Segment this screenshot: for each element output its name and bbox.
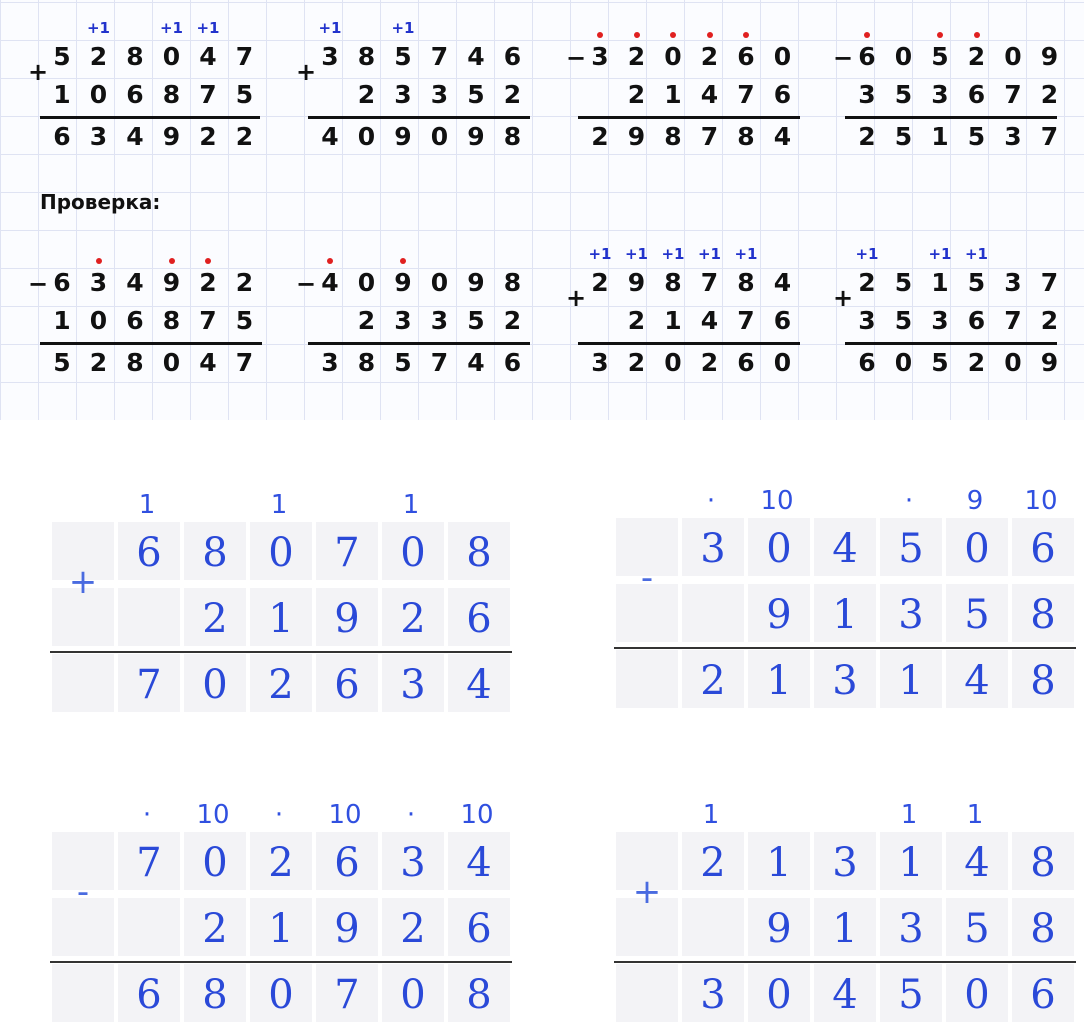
first-operand-digit: 3 — [1004, 268, 1022, 297]
first-operand-digit: 4 — [467, 42, 485, 71]
carry-hint: · — [274, 800, 284, 830]
first-operand-digit: 8 — [737, 268, 755, 297]
first-operand-digit: 2 — [591, 268, 609, 297]
first-operand-digit: 6 — [737, 42, 755, 71]
second-operand-digit: 7 — [199, 80, 217, 109]
second-operand-digit: 7 — [1004, 80, 1022, 109]
result-cell: 1 — [878, 648, 944, 710]
result-digit: 6 — [737, 348, 755, 377]
result-cell: 0 — [746, 962, 812, 1024]
result-cell: 4 — [812, 962, 878, 1024]
first-operand-cell: 4 — [944, 830, 1010, 892]
first-operand-cell: 3 — [380, 830, 446, 892]
second-operand-cell: 9 — [746, 896, 812, 958]
result-digit: 5 — [931, 348, 949, 377]
borrow-dot — [864, 32, 870, 38]
second-operand-cell — [116, 896, 182, 958]
minus-sign: - — [640, 558, 654, 598]
result-digit: 2 — [858, 122, 876, 151]
result-cell: 8 — [446, 962, 512, 1024]
first-operand-digit: 2 — [89, 42, 108, 71]
minus-sign: − — [566, 44, 587, 72]
second-operand-digit: 3 — [931, 80, 949, 109]
carry-mark: +1 — [159, 19, 183, 37]
result-digit: 4 — [773, 122, 792, 151]
result-digit: 5 — [394, 348, 412, 377]
first-operand-digit: 5 — [931, 42, 949, 71]
second-operand-cell: 9 — [314, 586, 380, 648]
plus-sign: + — [296, 58, 317, 86]
carry-hint: 10 — [1024, 486, 1058, 516]
second-operand-cell: 5 — [944, 896, 1010, 958]
result-digit: 7 — [430, 348, 449, 377]
second-operand-cell: 2 — [380, 586, 446, 648]
second-operand-digit: 5 — [894, 306, 913, 335]
first-operand-cell: 7 — [314, 520, 380, 582]
first-operand-digit: 0 — [773, 42, 792, 71]
carry-hint: 1 — [702, 800, 720, 830]
grid-paper-panel — [0, 0, 1084, 420]
first-operand-cell: 1 — [878, 830, 944, 892]
borrow-dot — [327, 258, 333, 264]
first-operand-digit: 7 — [700, 268, 719, 297]
result-digit: 4 — [467, 348, 485, 377]
borrow-dot — [634, 32, 640, 38]
second-operand-cell — [116, 586, 182, 648]
second-operand-cell: 1 — [248, 586, 314, 648]
result-line — [845, 342, 1057, 345]
first-operand-digit: 3 — [591, 42, 609, 71]
result-line — [50, 961, 512, 963]
second-operand-digit: 0 — [89, 80, 108, 109]
first-operand-digit: 0 — [162, 42, 181, 71]
second-operand-cell: 3 — [878, 896, 944, 958]
second-operand-digit: 7 — [737, 306, 755, 335]
result-digit: 1 — [931, 122, 949, 151]
second-operand-cell — [680, 582, 746, 644]
second-operand-cell: 6 — [446, 586, 512, 648]
result-line — [308, 342, 530, 345]
second-operand-digit: 2 — [627, 306, 646, 335]
result-digit: 9 — [467, 122, 485, 151]
carry-hint: 10 — [460, 800, 494, 830]
result-digit: 3 — [321, 348, 339, 377]
second-operand-digit: 3 — [931, 306, 949, 335]
result-cell: 0 — [944, 962, 1010, 1024]
first-operand-digit: 1 — [931, 268, 949, 297]
minus-sign: − — [833, 44, 854, 72]
result-digit: 5 — [967, 122, 986, 151]
result-cell: 4 — [446, 652, 512, 714]
carry-mark: +1 — [661, 245, 685, 263]
second-operand-cell: 1 — [812, 582, 878, 644]
result-cell: 8 — [1010, 648, 1076, 710]
empty-cell — [50, 962, 116, 1024]
first-operand-cell: 6 — [116, 520, 182, 582]
result-cell: 7 — [116, 652, 182, 714]
carry-hint: 10 — [760, 486, 794, 516]
second-operand-digit: 4 — [700, 306, 719, 335]
first-operand-digit: 9 — [627, 268, 646, 297]
empty-cell — [614, 648, 680, 710]
result-digit: 6 — [53, 122, 71, 151]
second-operand-digit: 6 — [773, 306, 792, 335]
second-operand-digit: 5 — [467, 80, 485, 109]
result-cell: 3 — [380, 652, 446, 714]
first-operand-digit: 4 — [773, 268, 792, 297]
second-operand-cell: 9 — [314, 896, 380, 958]
carry-hint: 1 — [270, 490, 288, 520]
second-operand-digit: 2 — [1040, 306, 1059, 335]
first-operand-digit: 9 — [162, 268, 181, 297]
minus-sign: − — [296, 270, 317, 298]
minus-sign: − — [28, 270, 49, 298]
result-digit: 2 — [967, 348, 986, 377]
second-operand-digit: 8 — [162, 306, 181, 335]
check-label: Проверка: — [40, 190, 161, 214]
result-cell: 2 — [680, 648, 746, 710]
carry-mark: +1 — [588, 245, 612, 263]
carry-mark: +1 — [928, 245, 952, 263]
result-digit: 0 — [162, 348, 181, 377]
result-digit: 2 — [591, 122, 609, 151]
second-operand-cell: 2 — [182, 896, 248, 958]
result-cell: 6 — [314, 652, 380, 714]
first-operand-cell: 3 — [812, 830, 878, 892]
borrow-dot — [400, 258, 406, 264]
first-operand-digit: 9 — [394, 268, 412, 297]
first-operand-digit: 0 — [430, 268, 449, 297]
carry-hint: 10 — [196, 800, 230, 830]
second-operand-digit: 6 — [126, 80, 144, 109]
second-operand-cell: 6 — [446, 896, 512, 958]
second-operand-digit: 8 — [162, 80, 181, 109]
result-cell: 2 — [248, 652, 314, 714]
carry-mark: +1 — [391, 19, 415, 37]
first-operand-digit: 4 — [126, 268, 144, 297]
result-cell: 3 — [680, 962, 746, 1024]
result-digit: 7 — [235, 348, 254, 377]
result-digit: 8 — [664, 122, 682, 151]
empty-cell — [50, 652, 116, 714]
carry-mark: +1 — [697, 245, 721, 263]
second-operand-digit: 2 — [357, 306, 376, 335]
first-operand-digit: 0 — [1004, 42, 1022, 71]
first-operand-digit: 0 — [357, 268, 376, 297]
result-cell: 5 — [878, 962, 944, 1024]
result-digit: 8 — [126, 348, 144, 377]
result-digit: 9 — [394, 122, 412, 151]
carry-mark: +1 — [624, 245, 648, 263]
second-operand-digit: 1 — [664, 306, 682, 335]
first-operand-digit: 8 — [664, 268, 682, 297]
second-operand-digit: 3 — [858, 306, 876, 335]
first-operand-digit: 7 — [235, 42, 254, 71]
first-operand-cell: 2 — [248, 830, 314, 892]
result-digit: 0 — [357, 122, 376, 151]
first-operand-digit: 9 — [467, 268, 485, 297]
result-digit: 6 — [858, 348, 876, 377]
result-digit: 0 — [773, 348, 792, 377]
result-cell: 1 — [746, 648, 812, 710]
borrow-dot — [169, 258, 175, 264]
first-operand-cell: 0 — [746, 516, 812, 578]
result-digit: 3 — [591, 348, 609, 377]
result-digit: 0 — [894, 348, 913, 377]
carry-hint: · — [142, 800, 152, 830]
result-digit: 3 — [1004, 122, 1022, 151]
second-operand-digit: 1 — [53, 80, 71, 109]
carry-hint: 10 — [328, 800, 362, 830]
second-operand-cell: 3 — [878, 582, 944, 644]
carry-hint: 1 — [402, 490, 420, 520]
result-digit: 2 — [235, 122, 254, 151]
second-operand-digit: 3 — [858, 80, 876, 109]
borrow-dot — [743, 32, 749, 38]
result-line — [578, 116, 800, 119]
minus-sign: - — [76, 872, 90, 912]
carry-hint: · — [406, 800, 416, 830]
result-cell: 6 — [116, 962, 182, 1024]
second-operand-digit: 1 — [664, 80, 682, 109]
first-operand-cell: 4 — [446, 830, 512, 892]
result-digit: 5 — [53, 348, 71, 377]
result-cell: 7 — [314, 962, 380, 1024]
plus-sign: + — [566, 284, 587, 312]
second-operand-digit: 2 — [1040, 80, 1059, 109]
borrow-dot — [205, 258, 211, 264]
result-digit: 0 — [664, 348, 682, 377]
carry-hint: · — [904, 486, 914, 516]
first-operand-cell: 6 — [1010, 516, 1076, 578]
result-line — [578, 342, 800, 345]
first-operand-digit: 2 — [967, 42, 986, 71]
second-operand-digit: 7 — [199, 306, 217, 335]
first-operand-digit: 3 — [89, 268, 108, 297]
first-operand-digit: 0 — [894, 42, 913, 71]
first-operand-cell: 0 — [944, 516, 1010, 578]
first-operand-digit: 4 — [321, 268, 339, 297]
result-line — [308, 116, 530, 119]
carry-hint: 9 — [966, 486, 984, 516]
carry-mark: +1 — [86, 19, 110, 37]
result-digit: 0 — [1004, 348, 1022, 377]
result-digit: 2 — [627, 348, 646, 377]
second-operand-digit: 7 — [1004, 306, 1022, 335]
first-operand-digit: 5 — [967, 268, 986, 297]
result-digit: 0 — [430, 122, 449, 151]
plus-sign: + — [833, 284, 854, 312]
result-line — [614, 647, 1076, 649]
borrow-dot — [937, 32, 943, 38]
result-digit: 8 — [737, 122, 755, 151]
plus-sign: + — [632, 872, 662, 912]
borrow-dot — [707, 32, 713, 38]
first-operand-cell: 3 — [680, 516, 746, 578]
carry-hint: 1 — [900, 800, 918, 830]
first-operand-digit: 3 — [321, 42, 339, 71]
result-digit: 4 — [199, 348, 217, 377]
first-operand-digit: 8 — [357, 42, 376, 71]
result-digit: 2 — [700, 348, 719, 377]
first-operand-digit: 2 — [700, 42, 719, 71]
result-digit: 6 — [503, 348, 522, 377]
borrow-dot — [670, 32, 676, 38]
result-line — [40, 116, 260, 119]
result-line — [50, 651, 512, 653]
result-digit: 2 — [89, 348, 108, 377]
plus-sign: + — [68, 562, 98, 602]
result-digit: 3 — [89, 122, 108, 151]
second-operand-digit: 2 — [503, 306, 522, 335]
result-line — [40, 342, 262, 345]
first-operand-digit: 6 — [503, 42, 522, 71]
first-operand-cell: 0 — [182, 830, 248, 892]
result-cell: 0 — [182, 652, 248, 714]
first-operand-digit: 5 — [53, 42, 71, 71]
first-operand-cell: 0 — [248, 520, 314, 582]
result-digit: 7 — [700, 122, 719, 151]
first-operand-digit: 6 — [858, 42, 876, 71]
empty-cell — [614, 962, 680, 1024]
result-line — [614, 961, 1076, 963]
carry-mark: +1 — [196, 19, 220, 37]
result-cell: 0 — [380, 962, 446, 1024]
second-operand-digit: 6 — [967, 306, 986, 335]
second-operand-digit: 2 — [627, 80, 646, 109]
second-operand-digit: 5 — [235, 306, 254, 335]
first-operand-digit: 9 — [1040, 42, 1059, 71]
second-operand-digit: 2 — [357, 80, 376, 109]
second-operand-cell: 8 — [1010, 582, 1076, 644]
first-operand-cell: 0 — [380, 520, 446, 582]
second-operand-cell: 8 — [1010, 896, 1076, 958]
first-operand-cell: 8 — [446, 520, 512, 582]
first-operand-digit: 2 — [235, 268, 254, 297]
carry-hint: 1 — [138, 490, 156, 520]
first-operand-cell: 8 — [182, 520, 248, 582]
first-operand-digit: 5 — [394, 42, 412, 71]
result-digit: 7 — [1040, 122, 1059, 151]
first-operand-digit: 0 — [664, 42, 682, 71]
second-operand-digit: 0 — [89, 306, 108, 335]
second-operand-digit: 1 — [53, 306, 71, 335]
second-operand-digit: 3 — [394, 306, 412, 335]
carry-mark: +1 — [964, 245, 988, 263]
result-cell: 0 — [248, 962, 314, 1024]
second-operand-digit: 5 — [235, 80, 254, 109]
result-cell: 3 — [812, 648, 878, 710]
result-cell: 4 — [944, 648, 1010, 710]
second-operand-digit: 5 — [894, 80, 913, 109]
first-operand-digit: 5 — [894, 268, 913, 297]
first-operand-cell: 7 — [116, 830, 182, 892]
first-operand-digit: 8 — [503, 268, 522, 297]
carry-mark: +1 — [734, 245, 758, 263]
first-operand-digit: 4 — [199, 42, 217, 71]
plus-sign: + — [28, 58, 49, 86]
first-operand-cell: 8 — [1010, 830, 1076, 892]
first-operand-cell: 2 — [680, 830, 746, 892]
carry-hint: · — [706, 486, 716, 516]
second-operand-digit: 6 — [773, 80, 792, 109]
second-operand-digit: 7 — [737, 80, 755, 109]
result-digit: 8 — [503, 122, 522, 151]
second-operand-cell — [680, 896, 746, 958]
first-operand-digit: 2 — [627, 42, 646, 71]
second-operand-cell: 1 — [248, 896, 314, 958]
result-line — [845, 116, 1057, 119]
result-digit: 2 — [199, 122, 217, 151]
borrow-dot — [96, 258, 102, 264]
result-digit: 8 — [357, 348, 376, 377]
result-cell: 8 — [182, 962, 248, 1024]
first-operand-digit: 2 — [858, 268, 876, 297]
first-operand-digit: 7 — [430, 42, 449, 71]
first-operand-digit: 6 — [53, 268, 71, 297]
result-cell: 6 — [1010, 962, 1076, 1024]
second-operand-digit: 6 — [967, 80, 986, 109]
result-digit: 4 — [321, 122, 339, 151]
second-operand-digit: 3 — [394, 80, 412, 109]
result-digit: 9 — [162, 122, 181, 151]
second-operand-digit: 6 — [126, 306, 144, 335]
first-operand-cell: 4 — [812, 516, 878, 578]
carry-mark: +1 — [318, 19, 342, 37]
result-digit: 4 — [126, 122, 144, 151]
first-operand-digit: 2 — [199, 268, 217, 297]
first-operand-digit: 8 — [126, 42, 144, 71]
result-digit: 5 — [894, 122, 913, 151]
second-operand-digit: 3 — [430, 306, 449, 335]
borrow-dot — [597, 32, 603, 38]
first-operand-cell: 6 — [314, 830, 380, 892]
second-operand-digit: 2 — [503, 80, 522, 109]
second-operand-cell: 2 — [182, 586, 248, 648]
second-operand-cell: 2 — [380, 896, 446, 958]
carry-mark: +1 — [855, 245, 879, 263]
borrow-dot — [974, 32, 980, 38]
first-operand-cell: 5 — [878, 516, 944, 578]
second-operand-cell: 1 — [812, 896, 878, 958]
second-operand-cell: 9 — [746, 582, 812, 644]
result-digit: 9 — [627, 122, 646, 151]
result-digit: 9 — [1040, 348, 1059, 377]
second-operand-digit: 4 — [700, 80, 719, 109]
second-operand-digit: 5 — [467, 306, 485, 335]
carry-hint: 1 — [966, 800, 984, 830]
first-operand-digit: 7 — [1040, 268, 1059, 297]
second-operand-cell: 5 — [944, 582, 1010, 644]
first-operand-cell: 1 — [746, 830, 812, 892]
second-operand-digit: 3 — [430, 80, 449, 109]
